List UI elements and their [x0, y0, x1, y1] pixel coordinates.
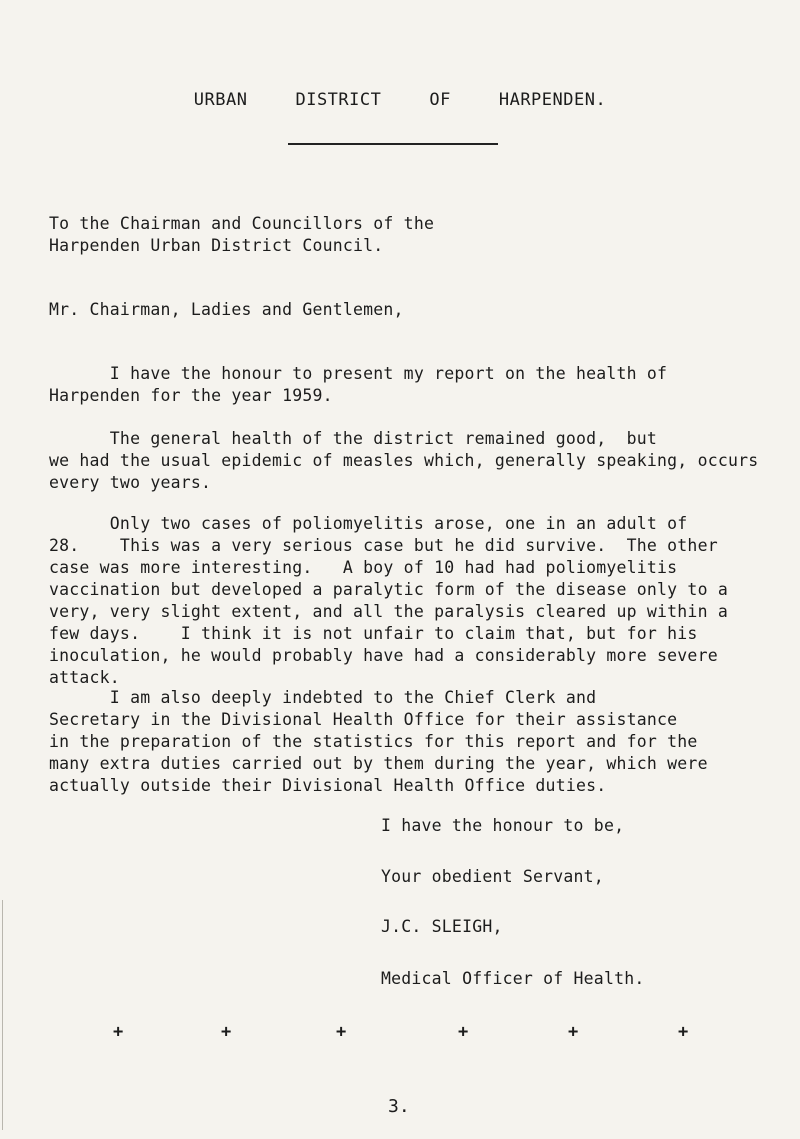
paragraph-line: Secretary in the Divisional Health Office for their assistance	[49, 710, 678, 729]
cross-ornament-icon: +	[336, 1022, 347, 1042]
document-title	[0, 90, 800, 110]
paragraph-line: I have the honour to present my report on the health of	[49, 364, 668, 383]
paragraph-line: many extra duties carried out by them during the year, which were	[49, 754, 708, 773]
paragraph-acknowledgements	[49, 687, 769, 797]
title-word-urban: URBAN	[193, 90, 248, 110]
paragraph-line: in the preparation of the statistics for this report and for the	[49, 732, 698, 751]
paragraph-line: actually outside their Divisional Health Office duties.	[49, 776, 607, 795]
paragraph-line: Only two cases of poliomyelitis arose, one in an adult of	[49, 514, 688, 533]
paragraph-intro	[49, 363, 769, 407]
page-number: 3.	[388, 1096, 410, 1117]
paragraph-line: attack.	[49, 668, 120, 687]
paragraph-line: we had the usual epidemic of measles which, generally speaking, occurs	[49, 451, 759, 470]
cross-ornament-icon: +	[113, 1022, 124, 1042]
paragraph-line: case was more interesting. A boy of 10 had had poliomyelitis	[49, 558, 678, 577]
title-underline	[288, 143, 498, 145]
paragraph-line: few days. I think it is not unfair to claim that, but for his	[49, 624, 698, 643]
address-line-1: To the Chairman and Councillors of the	[49, 214, 435, 233]
title-word-harpenden: HARPENDEN.	[498, 90, 607, 110]
paragraph-line: very, very slight extent, and all the paralysis cleared up within a	[49, 602, 728, 621]
cross-ornament-icon: +	[678, 1022, 689, 1042]
title-word-district: DISTRICT	[295, 90, 382, 110]
paragraph-line: every two years.	[49, 473, 212, 492]
cross-ornament-icon: +	[221, 1022, 232, 1042]
closing-line-1: I have the honour to be,	[381, 816, 625, 835]
paragraph-line: 28. This was a very serious case but he did survive. The other	[49, 536, 718, 555]
signatory-position: Medical Officer of Health.	[381, 969, 645, 988]
paragraph-line: The general health of the district remained good, but	[49, 429, 658, 448]
address-line-2: Harpenden Urban District Council.	[49, 236, 384, 255]
signatory-name: J.C. SLEIGH,	[381, 917, 503, 936]
paragraph-line: inoculation, he would probably have had a considerably more severe	[49, 646, 718, 665]
title-word-of: OF	[429, 90, 451, 110]
paragraph-line: I am also deeply indebted to the Chief Clerk and	[49, 688, 597, 707]
paragraph-line: Harpenden for the year 1959.	[49, 386, 333, 405]
paragraph-poliomyelitis	[49, 513, 769, 689]
cross-ornament-icon: +	[568, 1022, 579, 1042]
salutation: Mr. Chairman, Ladies and Gentlemen,	[49, 300, 404, 319]
paragraph-line: vaccination but developed a paralytic form of the disease only to a	[49, 580, 728, 599]
closing-line-2: Your obedient Servant,	[381, 867, 604, 886]
paragraph-general-health	[49, 428, 769, 494]
cross-ornament-icon: +	[458, 1022, 469, 1042]
scan-margin-edge	[2, 900, 3, 1130]
